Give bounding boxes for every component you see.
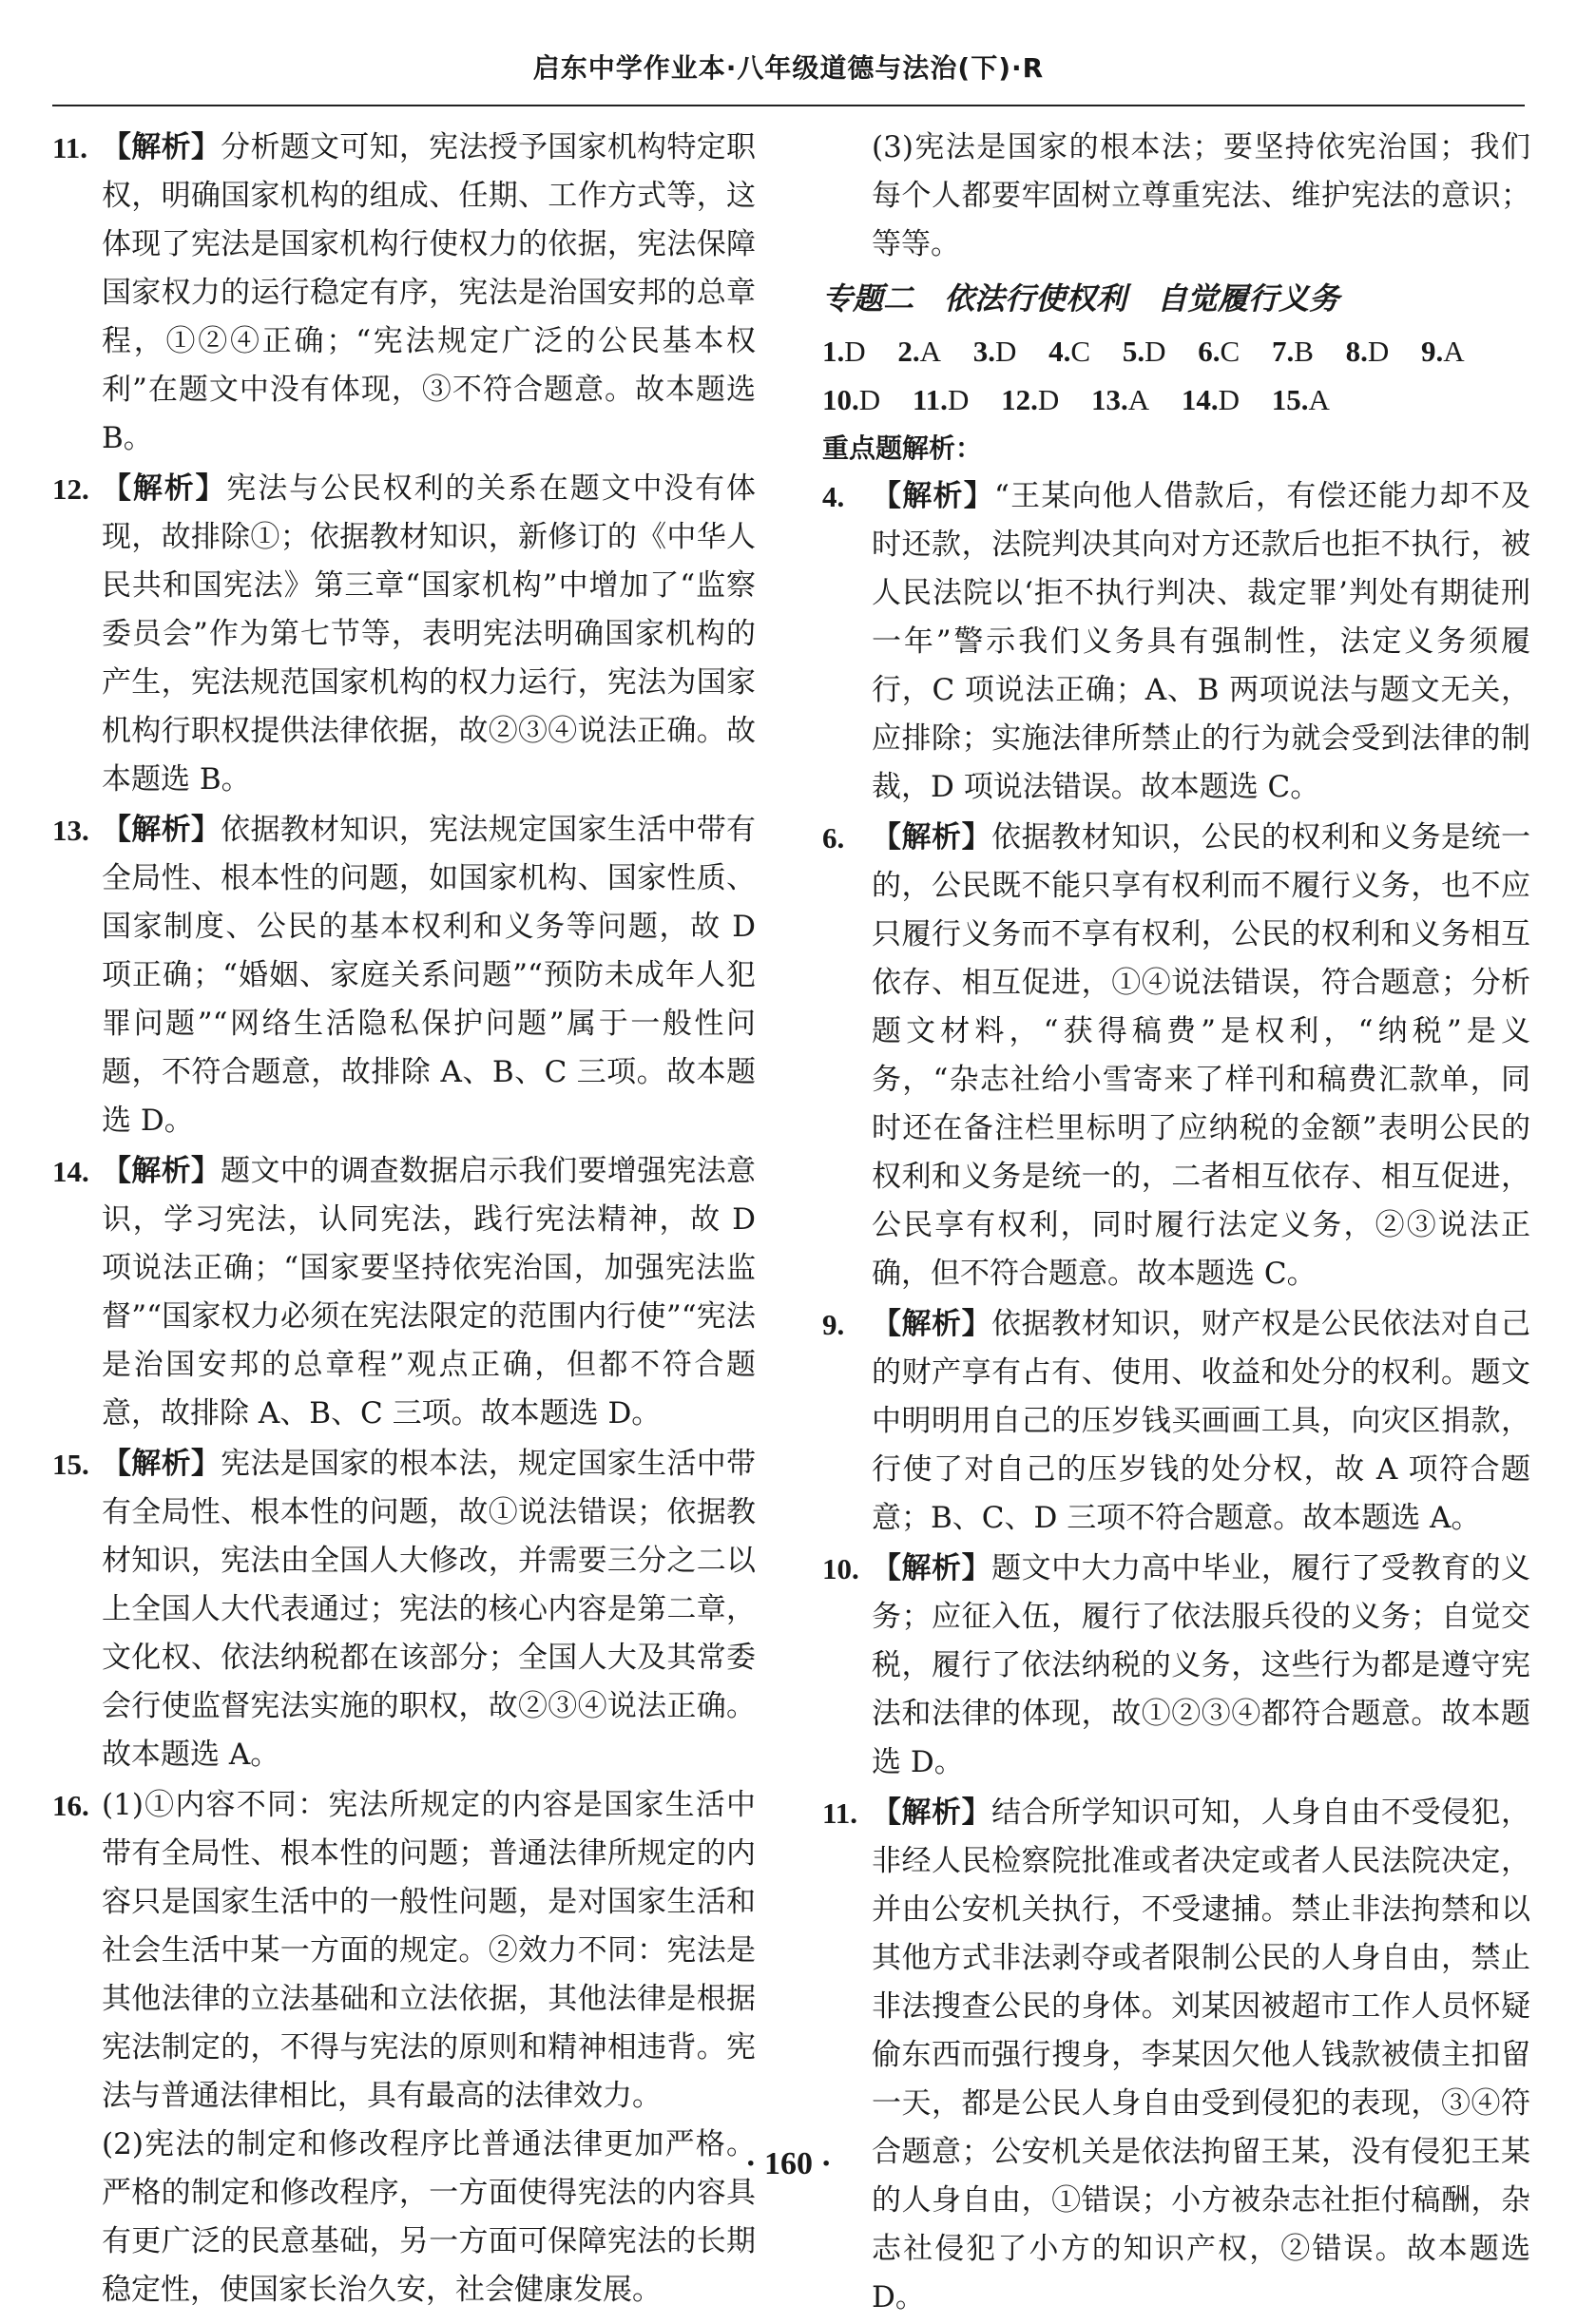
item-text-part3: (3)宪法是国家的根本法；要坚持依宪治国；我们每个人都要牢固树立尊重宪法、维护宪法的意识；等等。 xyxy=(872,130,1530,261)
item-text: 依据教材知识，公民的权利和义务是统一的，公民既不能只享有权利而不履行义务，也不应只履行义务而不享有权利，公民的权利和义务相互依存、相互促进，①④说法错误，符合题意；分析题文材料，“获得稿费”是权利，“纳税”是义务，“杂志社给小雪寄来了样刊和稿费汇款单，同时还在备注栏里标明了应纳税的金额”表明公民的权利和义务是统一的，二者相互依存、相互促进，公民享有权利，同时履行法定义务，②③说法正确，但不符合题意。故本题选 C。 xyxy=(872,820,1531,1291)
answer-2: 2.A xyxy=(897,335,942,368)
analysis-tag: 【解析】 xyxy=(872,1796,992,1830)
answer-5: 5.D xyxy=(1122,335,1166,368)
answer-item-13 xyxy=(52,806,756,1145)
key-item-4 xyxy=(822,472,1530,812)
answer-13: 13.A xyxy=(1090,383,1150,416)
item-text: 依据教材知识，财产权是公民依法对自己的财产享有占有、使用、收益和处分的权利。题文中明明用自己的压岁钱买画画工具，向灾区捐款，行使了对自己的压岁钱的处分权，故 A 项符合题意；B、C、D 三项不符合题意。故本题选 A。 xyxy=(872,1307,1531,1535)
header-divider xyxy=(52,105,1525,106)
key-item-11 xyxy=(822,1789,1530,2322)
analysis-tag: 【解析】 xyxy=(102,130,221,164)
analysis-tag: 【解析】 xyxy=(872,820,992,855)
analysis-tag: 【解析】 xyxy=(102,471,227,506)
analysis-tag: 【解析】 xyxy=(102,1447,221,1481)
item-number: 10. xyxy=(822,1552,859,1585)
item-text-part2: (2)宪法的制定和修改程序比普通法律更加严格。严格的制定和修改程序，一方面使得宪法的内容具有更广泛的民意基础，另一方面可保障宪法的长期稳定性，使国家长治久安，社会健康发展。 xyxy=(102,2127,756,2307)
item-text: 宪法与公民权利的关系在题文中没有体现，故排除①；依据教材知识，新修订的《中华人民共和国宪法》第三章“国家机构”中增加了“监察委员会”作为第七节等，表明宪法明确国家机构的产生，宪法规范国家机构的权力运行，宪法为国家机构行职权提供法律依据，故②③④说法正确。故本题选 B。 xyxy=(102,471,757,797)
answer-6: 6.C xyxy=(1198,335,1240,368)
left-column xyxy=(52,124,756,2316)
analysis-tag: 【解析】 xyxy=(872,1307,992,1341)
item-text: 题文中的调查数据启示我们要增强宪法意识，学习宪法，认同宪法，践行宪法精神，故 D 项说法正确；“国家要坚持依宪治国，加强宪法监督”“国家权力必须在宪法限定的范围内行使”“宪法是治国安邦的总章程”观点正确，但都不符合题意，故排除 A、B、C 三项。故本题选 D。 xyxy=(102,1154,757,1431)
item-text: 结合所学知识可知，人身自由不受侵犯，非经人民检察院批准或者决定或者人民法院决定，并由公安机关执行，不受逮捕。禁止非法拘禁和以其他方式非法剥夺或者限制公民的人身自由，禁止非法搜查公民的身体。刘某因被超市工作人员怀疑偷东西而强行搜身，李某因欠他人钱款被债主扣留一天，都是公民人身自由受到侵犯的表现，③④符合题意；公安机关是依法拘留王某，没有侵犯王某的人身自由，①错误；小方被杂志社拒付稿酬，杂志社侵犯了小方的知识产权，②错误。故本题选 D。 xyxy=(872,1796,1531,2314)
item-text: 题文中大力高中毕业，履行了受教育的义务；应征入伍，履行了依法服兵役的义务；自觉交税，履行了依法纳税的义务，这些行为都是遵守宪法和法律的体现，故①②③④都符合题意。故本题选 D。 xyxy=(872,1551,1531,1779)
right-column xyxy=(822,124,1530,2324)
answer-9: 9.A xyxy=(1421,335,1465,368)
item-text-part1: (1)①内容不同：宪法所规定的内容是国家生活中带有全局性、根本性的问题；普通法律所规定的内容只是国家生活中的一般性问题，是对国家生活和社会生活中某一方面的规定。②效力不同：宪法是其他法律的立法基础和立法依据，其他法律是根据宪法制定的，不得与宪法的原则和精神相违背。宪法与普通法律相比，具有最高的法律效力。 xyxy=(102,1788,756,2113)
answer-item-11 xyxy=(52,124,756,463)
item-number: 4. xyxy=(822,480,845,513)
answer-4: 4.C xyxy=(1048,335,1091,368)
answer-item-14 xyxy=(52,1147,756,1438)
answer-item-15 xyxy=(52,1440,756,1779)
answer-key-row-1 xyxy=(822,327,1530,375)
page-header: 启东中学作业本·八年级道德与法治(下)·R xyxy=(532,52,1045,84)
answer-10: 10.D xyxy=(822,383,881,416)
item-number: 11. xyxy=(52,131,88,164)
key-item-6 xyxy=(822,814,1530,1298)
item-text: 依据教材知识，宪法规定国家生活中带有全局性、根本性的问题，如国家机构、国家性质、国家制度、公民的基本权利和义务等问题，故 D 项正确；“婚姻、家庭关系问题”“预防未成年人犯罪问题”“网络生活隐私保护问题”属于一般性问题，不符合题意，故排除 A、B、C 三项。故本题选 D。 xyxy=(102,813,757,1138)
answer-item-16-part3 xyxy=(822,124,1530,269)
analysis-tag: 【解析】 xyxy=(872,1551,992,1585)
answer-key-row-2 xyxy=(822,375,1530,424)
answer-3: 3.D xyxy=(972,335,1017,368)
section-title: 专题二 依法行使权利 自觉履行义务 xyxy=(822,280,1340,317)
analysis-tag: 【解析】 xyxy=(102,1154,221,1188)
answer-8: 8.D xyxy=(1345,335,1390,368)
answer-14: 14.D xyxy=(1181,383,1240,416)
item-text: 分析题文可知，宪法授予国家机构特定职权，明确国家机构的组成、任期、工作方式等，这体现了宪法是国家机构行使权力的依据，宪法保障国家权力的运行稳定有序，宪法是治国安邦的总章程，①②④正确；“宪法规定广泛的公民基本权利”在题文中没有体现，③不符合题意。故本题选 B。 xyxy=(102,130,757,455)
key-analysis-label: 重点题解析： xyxy=(822,432,983,464)
item-text: “王某向他人借款后，有偿还能力却不及时还款，法院判决其向对方还款后也拒不执行，被人民法院以‘拒不执行判决、裁定罪’判处有期徒刑一年”警示我们义务具有强制性，法定义务须履行，C 项说法正确；A、B 两项说法与题文无关，应排除；实施法律所禁止的行为就会受到法律的制裁，D 项说法错误。故本题选 C。 xyxy=(872,479,1530,804)
item-number: 13. xyxy=(52,814,89,847)
answer-item-16 xyxy=(52,1781,756,2314)
analysis-tag: 【解析】 xyxy=(102,813,221,847)
answer-15: 15.A xyxy=(1271,383,1330,416)
item-number: 15. xyxy=(52,1448,89,1481)
item-number: 14. xyxy=(52,1155,89,1188)
item-text: 宪法是国家的根本法，规定国家生活中带有全局性、根本性的问题，故①说法错误；依据教材知识，宪法由全国人大修改，并需要三分之二以上全国人大代表通过；宪法的核心内容是第二章，文化权、依法纳税都在该部分；全国人大及其常委会行使监督宪法实施的职权，故②③④说法正确。故本题选 A。 xyxy=(102,1447,757,1772)
answer-11: 11.D xyxy=(912,383,970,416)
page-number: · 160 · xyxy=(745,2146,832,2181)
answer-7: 7.B xyxy=(1271,335,1314,368)
item-number: 12. xyxy=(52,472,89,506)
answer-12: 12.D xyxy=(1001,383,1060,416)
item-number: 16. xyxy=(52,1789,89,1822)
key-item-10 xyxy=(822,1545,1530,1787)
item-number: 6. xyxy=(822,821,845,855)
answer-item-12 xyxy=(52,465,756,804)
answer-1: 1.D xyxy=(822,335,866,368)
analysis-tag: 【解析】 xyxy=(872,479,994,513)
key-item-9 xyxy=(822,1300,1530,1543)
item-number: 11. xyxy=(822,1796,858,1830)
item-number: 9. xyxy=(822,1308,845,1341)
